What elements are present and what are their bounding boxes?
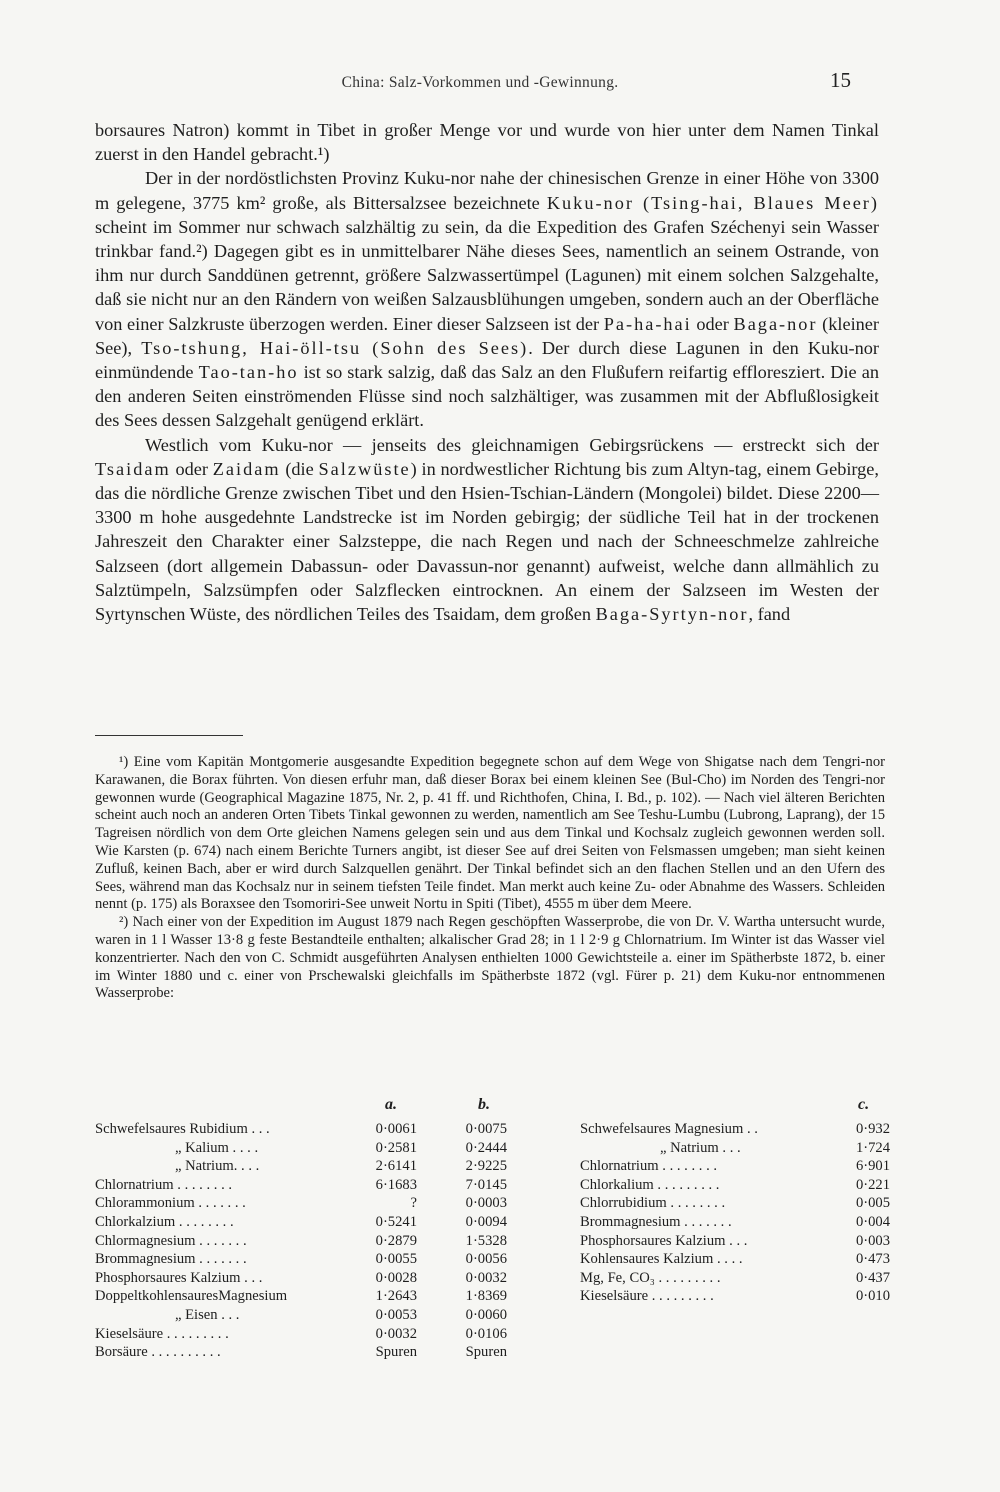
text-run: ist so stark salzig, daß das Salz an den Flußufern reifartig effloresziert. Die an den anderen Seiten einströmenden Flüsse sind noch salzhältiger, was zusammen mit der Abflußlosigkeit des Sees dessen Salzgehalt genügend erklärt. <box>95 362 879 431</box>
value-c: 6·901 <box>855 1158 890 1175</box>
spaced-name: Pa-ha-hai <box>603 313 692 334</box>
row-label: „ Eisen . . . <box>175 1307 240 1323</box>
table-row <box>95 1306 515 1324</box>
row-label: Phosphorsaures Kalzium . . . <box>580 1232 748 1249</box>
value-b: Spuren <box>465 1344 507 1361</box>
value-c: 0·221 <box>855 1176 890 1193</box>
value-c: 0·932 <box>855 1121 890 1137</box>
table-row <box>580 1176 890 1194</box>
table-row <box>95 1232 515 1250</box>
row-label: Phosphorsaures Kalzium . . . <box>95 1269 263 1286</box>
text-run: , fand <box>748 604 791 625</box>
table-row <box>580 1120 890 1138</box>
paragraph-1: borsaures Natron) kommt in Tibet in großer Menge vor und wurde von hier unter dem Namen Tinkal zuerst in den Handel gebracht.¹) <box>95 120 879 165</box>
footnote-1: ¹) Eine vom Kapitän Montgomerie ausgesandte Expedition begegnete schon auf dem Wege von Shigatse nach dem Tengri-nor Karawanen, die Borax führten. Von diesen erfuhr man, daß dieser Borax bei einem kleinen See (Bul-Cho) im Norden des Tengri-nor gewonnen wurde (Geographical Magazine 1875, Nr. 2, p. 41 ff. und Richthofen, China, I. Bd., p. 102). — Nach viel älteren Berichten scheint auch noch an anderen Orten Tibets Tinkal gewonnen zu werden, namentlich am See Teshu-Lumbu (Lubrong, Laprang), der 15 Tagreisen nördlich von dem Orte gleichen Namens gelegen sein und aus dem Tinkal und Kochsalz zugleich gewonnen werden soll. Wie Karsten (p. 674) nach einem Berichte Turners angibt, ist dieser See auf drei Seiten von Felsmassen umgeben; man sieht keinen Zufluß, keinen Bach, aber er wird durch Salzquellen genährt. Der Tinkal befindet sich an den flachen Stellen und an den Ufern des Sees, während man das Kochsalz nur in seinem tiefsten Teile findet. Man merkt auch keine Zu- oder Abnahme des Wassers. Schleiden nennt (p. 175) als Boraxsee den Tsomoriri-See unweit Nortu in Spiti (Tibet), 4555 m über dem Meere. <box>95 754 885 913</box>
table-row <box>580 1287 890 1305</box>
spaced-name: Baga-nor <box>733 313 818 334</box>
value-a: Spuren <box>375 1344 417 1361</box>
table-row <box>95 1213 515 1231</box>
value-b: 0·0056 <box>465 1251 507 1268</box>
value-c: 0·010 <box>855 1288 890 1305</box>
value-b: 1·8369 <box>465 1288 507 1305</box>
table-row <box>580 1250 890 1268</box>
table-row <box>580 1213 890 1231</box>
row-label: „ Natrium. . . . <box>175 1158 260 1175</box>
value-a: 0·0061 <box>375 1121 417 1137</box>
text-run: (die <box>280 458 319 479</box>
spaced-name: Salzwüste <box>318 458 411 479</box>
table-row <box>580 1139 890 1157</box>
value-b: 0·0003 <box>465 1195 507 1212</box>
text-run: oder <box>691 313 734 334</box>
table-row <box>95 1269 515 1287</box>
table-row <box>95 1157 515 1175</box>
row-label: Chlorrubidium . . . . . . . . <box>580 1195 726 1212</box>
value-b: 0·0075 <box>465 1121 507 1137</box>
row-label: Schwefelsaures Magnesium . . <box>580 1121 758 1137</box>
value-a: 0·0032 <box>375 1325 417 1342</box>
row-label: Brommagnesium . . . . . . . <box>580 1214 732 1230</box>
value-a: 0·0055 <box>375 1251 417 1268</box>
text-run: (kleiner See), <box>95 313 880 358</box>
analysis-table <box>95 1096 895 1366</box>
table-row <box>95 1194 515 1212</box>
row-label: Borsäure . . . . . . . . . . <box>95 1344 221 1361</box>
value-a: 6·1683 <box>375 1176 417 1193</box>
paragraph-3 <box>95 433 879 627</box>
footnotes <box>95 754 885 1003</box>
row-label: Schwefelsaures Rubidium . . . <box>95 1121 270 1137</box>
page-header <box>0 68 1000 98</box>
value-c: 0·004 <box>855 1214 890 1230</box>
row-label: Chlornatrium . . . . . . . . <box>580 1158 718 1175</box>
row-label: Kohlensaures Kalzium . . . . <box>580 1251 743 1268</box>
value-a: ? <box>410 1195 417 1212</box>
value-a: 0·2581 <box>375 1139 417 1156</box>
value-b: 0·0060 <box>465 1307 507 1323</box>
row-label: Chlorkalium . . . . . . . . . <box>580 1176 720 1193</box>
table-row <box>95 1343 515 1361</box>
value-a: 0·2879 <box>375 1232 417 1249</box>
table-row <box>95 1325 515 1343</box>
row-label: DoppeltkohlensauresMagnesium <box>95 1288 288 1305</box>
value-c: 0·003 <box>855 1232 890 1249</box>
value-a: 2·6141 <box>375 1158 417 1175</box>
table-row <box>580 1232 890 1250</box>
row-label: Chlornatrium . . . . . . . . <box>95 1176 233 1193</box>
spaced-name: Baga-Syrtyn-nor <box>595 604 749 625</box>
text-run: Der in der nordöstlichsten Provinz Kuku-nor nahe der chinesischen Grenze in einer Höhe von 3300 m gelegene, 3775 km² große, als Bittersalzsee bezeichnete <box>95 168 879 213</box>
value-a: 0·0053 <box>375 1307 417 1323</box>
row-label: Chlorkalzium . . . . . . . . <box>95 1214 234 1230</box>
value-c: 0·473 <box>855 1251 890 1268</box>
column-head-a: a. <box>385 1096 397 1113</box>
value-c: 1·724 <box>855 1139 890 1156</box>
row-label: Kieselsäure . . . . . . . . . <box>580 1288 714 1305</box>
spaced-name: Tso-tshung, Hai-öll-tsu (Sohn des Sees) <box>141 337 529 358</box>
value-b: 2·9225 <box>465 1158 507 1175</box>
table-row <box>580 1194 890 1212</box>
page-number: 15 <box>830 68 851 92</box>
table-row <box>95 1250 515 1268</box>
row-label: Brommagnesium . . . . . . . <box>95 1251 247 1268</box>
row-label: Mg, Fe, CO₃ . . . . . . . . . <box>580 1269 721 1286</box>
value-b: 0·0106 <box>465 1325 507 1342</box>
spaced-name: Tsaidam <box>95 458 171 479</box>
footnote-rule <box>95 735 243 736</box>
row-label: Chlormagnesium . . . . . . . <box>95 1232 247 1249</box>
spaced-name: Tao-tan-ho <box>198 362 299 383</box>
column-head-b: b. <box>478 1096 490 1113</box>
spaced-name: Kuku-nor (Tsing-hai, Blaues Meer) <box>546 192 879 213</box>
running-head: China: Salz-Vorkommen und -Gewinnung. <box>341 74 619 91</box>
value-a: 0·0028 <box>375 1269 417 1286</box>
value-b: 0·0094 <box>465 1214 507 1230</box>
value-c: 0·437 <box>855 1269 890 1286</box>
footnote-2: ²) Nach einer von der Expedition im August 1879 nach Regen geschöpften Wasserprobe, die von Dr. V. Wartha untersucht wurde, waren in 1 l Wasser 13·8 g feste Bestandteile enthalten; alkalischer Grad 28; in 1 l 2·9 g Chlornatrium. Im Winter ist das Wasser viel konzentrierter. Nach den von C. Schmidt ausgeführten Analysen enthielten 1000 Gewichtsteile a. einer im Spätherbste 1872, b. einer im Winter 1880 und c. einer von Prschewalski gleichfalls im Spätherbste 1872 (vgl. Fürer p. 21) dem Kuku-nor entnommenen Wasserprobe: <box>95 914 885 1002</box>
text-run: Westlich vom Kuku-nor — jenseits des gleichnamigen Gebirgsrückens — erstreckt sich der <box>145 434 879 455</box>
spaced-name: Zaidam <box>212 458 281 479</box>
row-label: „ Natrium . . . <box>660 1139 741 1156</box>
body-text <box>95 118 879 626</box>
value-b: 7·0145 <box>465 1176 507 1193</box>
table-row <box>95 1139 515 1157</box>
value-b: 1·5328 <box>465 1232 507 1249</box>
text-run: ) in nordwestlicher Richtung bis zum Altyn-tag, einem Gebirge, das die nördliche Grenze zwischen Tibet und den Hsien-Tschian-Ländern (Mongolei) bildet. Diese 2200—3300 m hohe ausgedehnte Landstrecke ist im Norden gebirgig; der südliche Teil hat in der trockenen Jahreszeit den Charakter einer Salzsteppe, die nach Regen und nach der Schneeschmelze zahlreiche Salzseen (dort allgemein Dabassun- oder Davassun-nor genannt) aufweist, welche dann allmählich zu Salztümpeln, Salzsümpfen oder Salzflecken eintrocknen. An einem der Salzseen im Westen der Syrtynschen Wüste, des nördlichen Teiles des Tsaidam, dem großen <box>95 458 879 625</box>
column-head-c: c. <box>858 1096 870 1113</box>
row-label: „ Kalium . . . . <box>175 1139 259 1156</box>
table-row <box>95 1287 515 1305</box>
value-a: 1·2643 <box>375 1288 417 1305</box>
paragraph-2 <box>95 166 879 432</box>
value-b: 0·0032 <box>465 1269 507 1286</box>
table-row <box>95 1176 515 1194</box>
value-a: 0·5241 <box>375 1214 417 1230</box>
text-run: oder <box>170 458 213 479</box>
text-run: . Der durch diese Lagunen in den Kuku-nor einmündende <box>95 337 880 383</box>
table-row <box>580 1157 890 1175</box>
text-run: scheint im Sommer nur schwach salzhältig zu sein, da die Expedition des Grafen Széchenyi sein Wasser trinkbar fand.²) Dagegen gibt es in unmittelbarer Nähe dieses Sees, namentlich an seinem Ostrande, von ihm nur durch Sanddünen getrennt, größere Salzwassertümpel (Lagunen) mit einem solchen Salzgehalte, daß sie nicht nur an den Rändern von weißen Salzausblühungen umgeben, sondern auch an der Oberfläche von einer Salzkruste überzogen werden. Einer dieser Salzseen ist der <box>95 216 879 334</box>
row-label: Chlorammonium . . . . . . . <box>95 1195 246 1212</box>
row-label: Kieselsäure . . . . . . . . . <box>95 1325 229 1342</box>
value-b: 0·2444 <box>465 1139 507 1156</box>
table-row <box>95 1120 515 1138</box>
table-row <box>580 1269 890 1287</box>
value-c: 0·005 <box>855 1195 890 1212</box>
